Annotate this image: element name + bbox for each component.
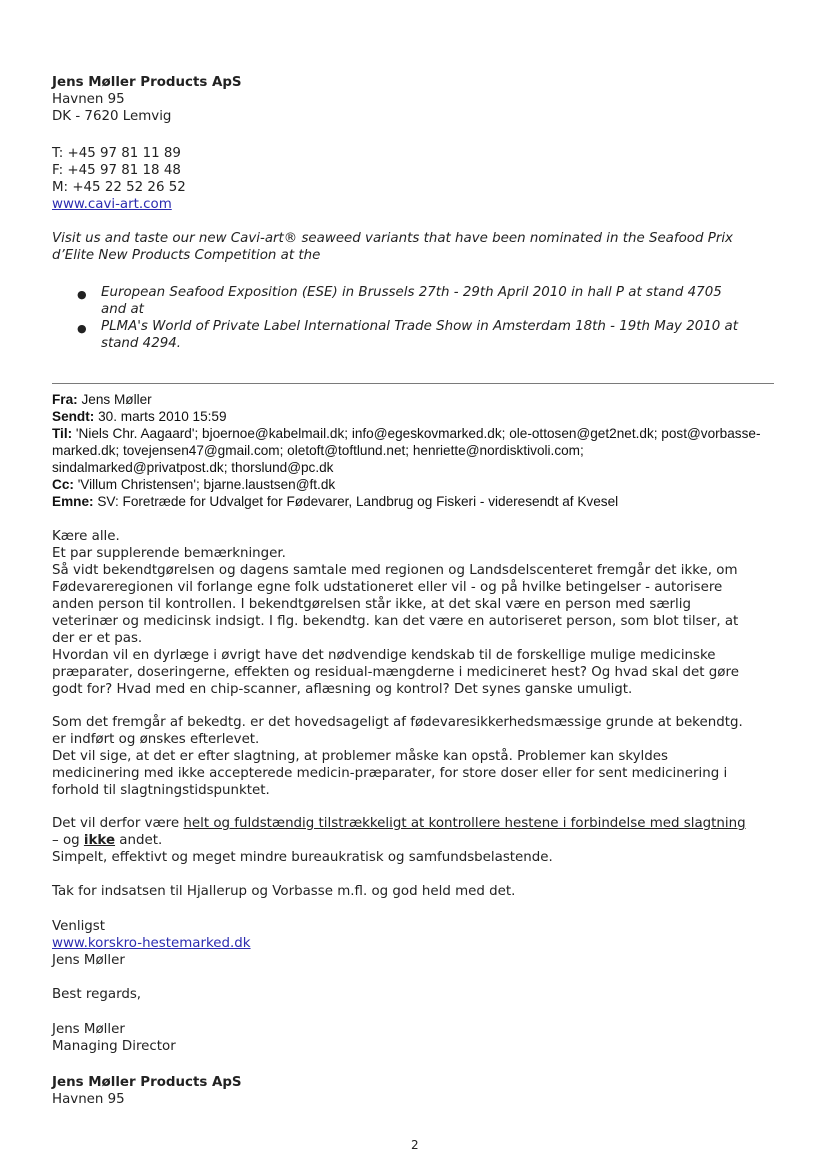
bullet-line: and at <box>101 302 144 317</box>
body-line: er indført og ønskes efterlevet. <box>52 732 260 747</box>
company-name: Jens Møller Products ApS <box>52 75 242 90</box>
body-line: Et par supplerende bemærkninger. <box>52 546 286 561</box>
body-line: Hvordan vil en dyrlæge i øvrigt have det nødvendige kendskab til de forskellige mulige medicinske <box>52 648 716 663</box>
phone-number: T: +45 97 81 11 89 <box>52 146 181 161</box>
sent-row: Sendt: 30. marts 2010 15:59 <box>52 409 227 424</box>
paragraph-1 <box>52 545 739 698</box>
to-row-cont: marked.dk; tovejensen47@gmail.com; oletoft@toftlund.net; henriette@nordisktivoli.com; <box>52 443 584 458</box>
email-header <box>52 391 760 510</box>
bullet-icon: ● <box>77 288 87 301</box>
promo-line: Visit us and taste our new Cavi-art® seaweed variants that have been nominated in the Seafood Prix <box>52 231 733 246</box>
from-row: Fra: Jens Møller <box>52 392 152 407</box>
to-row: Til: 'Niels Chr. Aagaard'; bjoernoe@kabelmail.dk; info@egeskovmarked.dk; ole-ottosen@get2net.dk; post@vorbasse- <box>52 426 761 441</box>
body-line: godt for? Hvad med en chip-scanner, aflæsning og kontrol? Det synes ganske umuligt. <box>52 682 633 697</box>
body-line: Simpelt, effektivt og meget mindre bureaukratisk og samfundsbelastende. <box>52 850 553 865</box>
bullet-line: PLMA's World of Private Label International Trade Show in Amsterdam 18th - 19th May 2010 at <box>101 319 739 334</box>
paragraph-3 <box>52 815 746 866</box>
regards: Best regards, <box>52 987 142 1002</box>
promo-text <box>52 230 733 264</box>
mobile-number: M: +45 22 52 26 52 <box>52 180 186 195</box>
sender-name: Jens Møller <box>52 1022 125 1037</box>
address-street: Havnen 95 <box>52 1092 125 1107</box>
subject-row: Emne: SV: Foretræde for Udvalget for Fødevarer, Landbrug og Fiskeri - videresendt af Kvesel <box>52 494 619 509</box>
bullet-line: European Seafood Exposition (ESE) in Brussels 27th - 29th April 2010 in hall P at stand 4705 <box>101 285 722 300</box>
contact-info <box>52 145 186 213</box>
bullet-line: stand 4294. <box>101 336 182 351</box>
body-line: der er et pas. <box>52 631 143 646</box>
closing-name: Jens Møller <box>52 953 125 968</box>
page-number: 2 <box>411 1138 419 1152</box>
korskro-link[interactable]: www.korskro-hestemarked.dk <box>52 936 251 951</box>
signature-company <box>52 1074 242 1108</box>
cc-row: Cc: 'Villum Christensen'; bjarne.laustsen@ft.dk <box>52 477 336 492</box>
body-line: medicinering med ikke accepterede medicin-præparater, for store doser eller for sent medicinering i <box>52 766 728 781</box>
promo-line: d’Elite New Products Competition at the <box>52 248 321 263</box>
body-line: Det vil derfor være helt og fuldstændig tilstrækkeligt at kontrollere hestene i forbindelse med slagtning <box>52 816 746 831</box>
greeting: Kære alle. <box>52 529 120 544</box>
promo-bullet-plma <box>101 318 738 352</box>
body-line: forhold til slagtningstidspunktet. <box>52 783 270 798</box>
body-line: Som det fremgår af bekedtg. er det hovedsageligt af fødevaresikkerhedsmæssige grunde at bekendtg. <box>52 715 743 730</box>
sender-title: Managing Director <box>52 1039 176 1054</box>
ikke-emphasis: ikke <box>83 833 116 848</box>
underlined-emphasis: helt og fuldstændig tilstrækkeligt at kontrollere hestene i forbindelse med slagtning <box>183 816 746 831</box>
paragraph-4: Tak for indsatsen til Hjallerup og Vorbasse m.fl. og god held med det. <box>52 884 516 899</box>
website-link[interactable]: www.cavi-art.com <box>52 197 172 212</box>
body-line: Det vil sige, at det er efter slagtning, at problemer måske kan opstå. Problemer kan skyldes <box>52 749 668 764</box>
bullet-icon: ● <box>77 322 87 335</box>
address-street: Havnen 95 <box>52 92 125 107</box>
to-row-cont: sindalmarked@privatpost.dk; thorslund@pc.dk <box>52 460 334 475</box>
closing <box>52 918 251 969</box>
body-line: præparater, doseringerne, effekten og residual-mængderne i medicineret hest? Og hvad skal det gøre <box>52 665 739 680</box>
body-line: Fødevareregionen vil forlange egne folk udstationeret eller vil - og på hvilke betingelser - autorisere <box>52 580 723 595</box>
promo-bullet-ese <box>101 284 722 318</box>
address-city: DK - 7620 Lemvig <box>52 109 172 124</box>
body-line: anden person til kontrollen. I bekendtgørelsen står ikke, at det skal være en person med særlig <box>52 597 691 612</box>
fax-number: F: +45 97 81 18 48 <box>52 163 181 178</box>
closing-word: Venligst <box>52 919 106 934</box>
paragraph-2 <box>52 714 743 799</box>
body-line: veterinær og medicinsk indsigt. I flg. bekendtg. kan det være en autoriseret person, som blot tilser, at <box>52 614 739 629</box>
body-line: – og ikke andet. <box>52 833 163 848</box>
body-line: Så vidt bekendtgørelsen og dagens samtale med regionen og Landsdelscenteret fremgår det ikke, om <box>52 563 738 578</box>
separator-line <box>52 383 774 384</box>
company-name: Jens Møller Products ApS <box>52 1075 242 1090</box>
signature-bottom <box>52 1021 176 1055</box>
signature-top <box>52 74 242 125</box>
